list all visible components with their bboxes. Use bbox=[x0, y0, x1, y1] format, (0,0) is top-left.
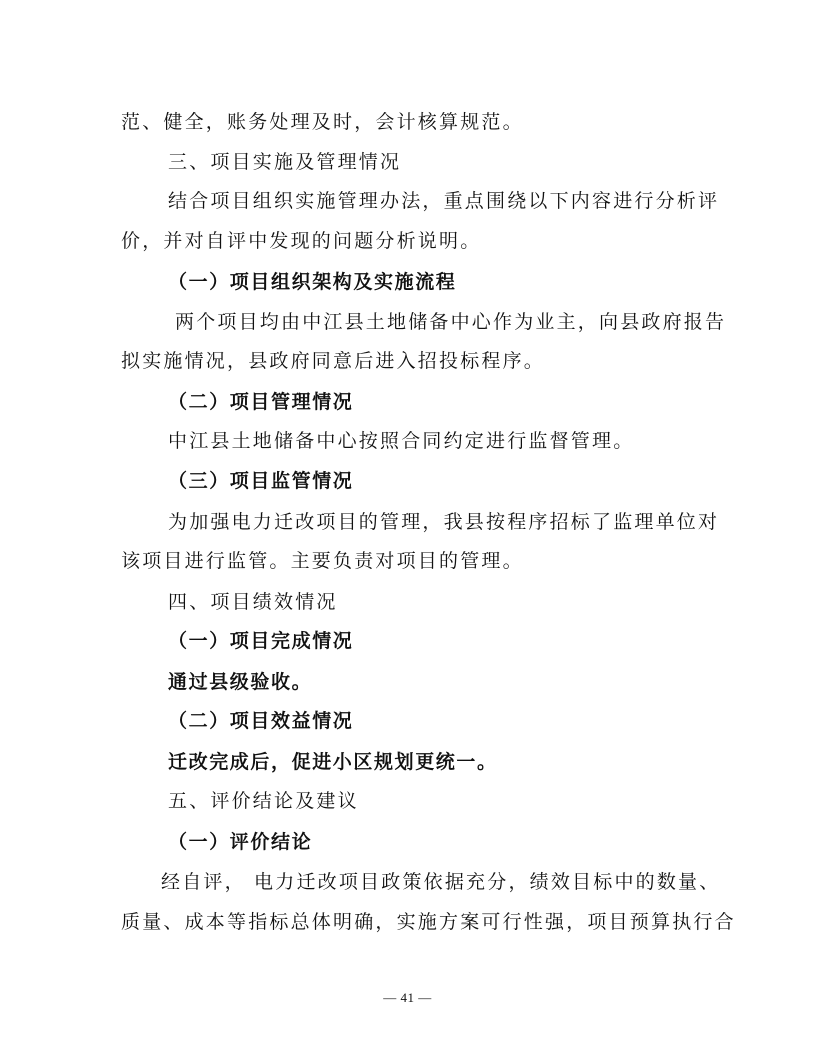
paragraph-line: 两个项目均由中江县土地储备中心作为业主，向县政府报告 bbox=[175, 311, 727, 333]
subsection-heading: （一）评价结论 bbox=[168, 831, 313, 853]
paragraph-line: 该项目进行监管。主要负责对项目的管理。 bbox=[121, 550, 524, 572]
paragraph-line: 质量、成本等指标总体明确，实施方案可行性强，项目预算执行合 bbox=[121, 911, 736, 933]
paragraph-line: 拟实施情况，县政府同意后进入招投标程序。 bbox=[121, 350, 546, 372]
subsection-heading: （二）项目效益情况 bbox=[168, 710, 354, 732]
paragraph-line: 迁改完成后，促进小区规划更统一。 bbox=[168, 751, 498, 773]
section-heading: 四、项目绩效情况 bbox=[168, 591, 338, 613]
paragraph-line: 通过县级验收。 bbox=[168, 671, 313, 693]
subsection-heading: （三）项目监管情况 bbox=[168, 470, 354, 492]
paragraph-line: 价，并对自评中发现的问题分析说明。 bbox=[121, 230, 482, 252]
subsection-heading: （一）项目完成情况 bbox=[168, 630, 354, 652]
section-heading: 五、评价结论及建议 bbox=[168, 790, 359, 812]
paragraph-line: 为加强电力迁改项目的管理，我县按程序招标了监理单位对 bbox=[168, 511, 720, 533]
subsection-heading: （一）项目组织架构及实施流程 bbox=[168, 271, 457, 293]
page-number: — 41 — bbox=[383, 990, 432, 1005]
section-heading: 三、项目实施及管理情况 bbox=[168, 151, 402, 173]
subsection-heading: （二）项目管理情况 bbox=[168, 391, 354, 413]
paragraph-line: 范、健全，账务处理及时，会计核算规范。 bbox=[121, 111, 524, 133]
paragraph-line: 中江县土地储备中心按照合同约定进行监督管理。 bbox=[168, 430, 635, 452]
paragraph-line: 经自评， 电力迁改项目政策依据充分，绩效目标中的数量、 bbox=[161, 871, 721, 893]
paragraph-line: 结合项目组织实施管理办法，重点围绕以下内容进行分析评 bbox=[168, 190, 720, 212]
